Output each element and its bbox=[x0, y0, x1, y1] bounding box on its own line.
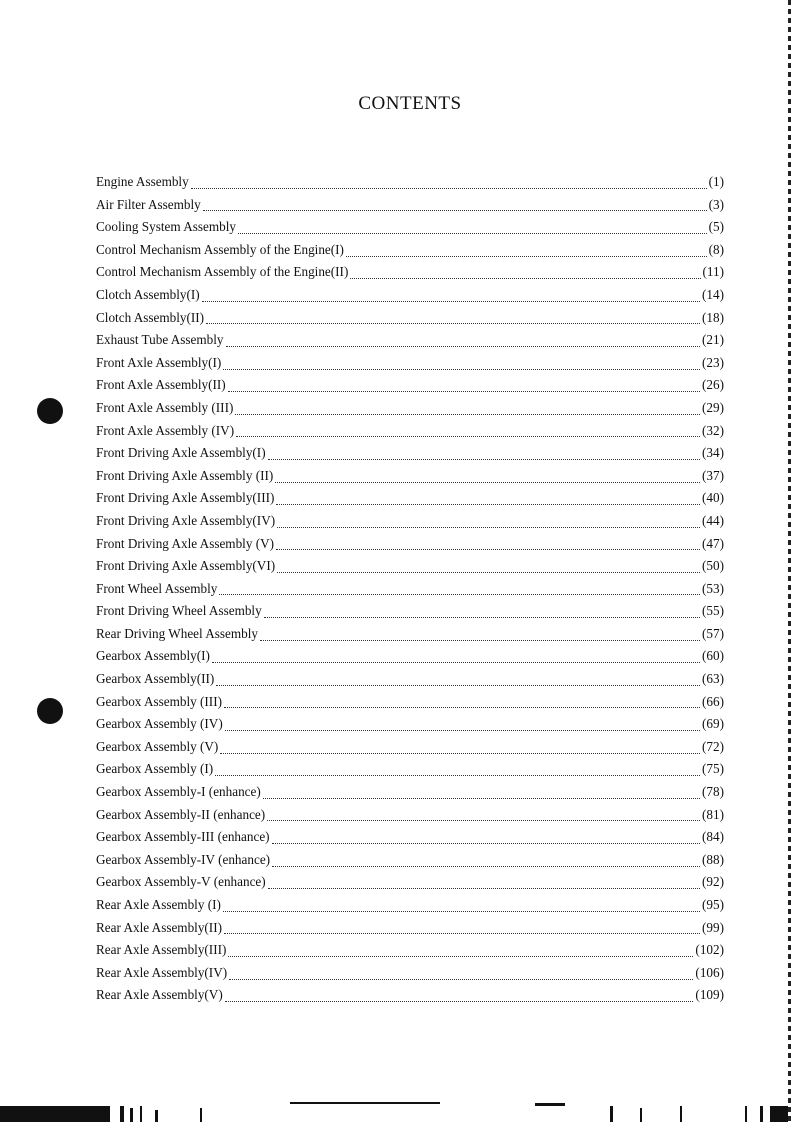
scan-mark bbox=[200, 1108, 202, 1122]
toc-entry bbox=[96, 626, 724, 649]
toc-entry-page: (55) bbox=[702, 603, 724, 619]
toc-entry-label: Front Driving Axle Assembly(VI) bbox=[96, 558, 276, 574]
toc-entry bbox=[96, 490, 724, 513]
toc-entry-label: Gearbox Assembly(I) bbox=[96, 648, 210, 664]
toc-entry bbox=[96, 536, 724, 559]
toc-entry-page: (102) bbox=[695, 942, 724, 958]
toc-entry bbox=[96, 694, 724, 717]
toc-entry-page: (26) bbox=[702, 377, 724, 393]
dot-leader bbox=[225, 730, 700, 731]
dot-leader bbox=[275, 482, 700, 483]
toc-entry-page: (50) bbox=[702, 558, 724, 574]
toc-entry bbox=[96, 784, 724, 807]
toc-entry bbox=[96, 897, 724, 920]
toc-entry-page: (34) bbox=[702, 445, 724, 461]
toc-entry-page: (63) bbox=[702, 671, 724, 687]
toc-entry bbox=[96, 874, 724, 897]
toc-entry-label: Front Axle Assembly (IV) bbox=[96, 422, 235, 438]
dot-leader bbox=[215, 775, 700, 776]
scan-mark bbox=[155, 1110, 158, 1122]
toc-entry bbox=[96, 197, 724, 220]
toc-entry-label: Front Axle Assembly (III) bbox=[96, 399, 234, 415]
scan-edge-right bbox=[788, 0, 791, 1122]
toc-entry bbox=[96, 671, 724, 694]
toc-entry-page: (37) bbox=[702, 467, 724, 483]
dot-leader bbox=[212, 662, 700, 663]
toc-entry-page: (1) bbox=[708, 174, 724, 189]
toc-entry-page: (99) bbox=[702, 919, 724, 935]
toc-entry bbox=[96, 761, 724, 784]
toc-entry-page: (66) bbox=[702, 693, 724, 709]
toc-entry-label: Cooling System Assembly bbox=[96, 219, 236, 235]
toc-entry bbox=[96, 174, 724, 197]
dot-leader bbox=[223, 369, 700, 370]
toc-entry-label: Rear Axle Assembly (I) bbox=[96, 897, 221, 912]
dot-leader bbox=[236, 436, 700, 437]
page-title: CONTENTS bbox=[358, 93, 462, 114]
toc-entry-label: Front Driving Axle Assembly(III) bbox=[96, 490, 275, 506]
toc-entry-page: (14) bbox=[702, 286, 724, 302]
toc-entry bbox=[96, 829, 724, 852]
toc-entry-label: Rear Axle Assembly(II) bbox=[96, 919, 222, 935]
toc-entry bbox=[96, 287, 724, 310]
toc-entry-label: Gearbox Assembly-II (enhance) bbox=[96, 806, 266, 822]
scan-mark bbox=[770, 1106, 788, 1122]
toc-entry-label: Rear Axle Assembly(V) bbox=[96, 987, 223, 1003]
dot-leader bbox=[203, 210, 707, 211]
toc-entry-page: (109) bbox=[695, 987, 724, 1003]
dot-leader bbox=[191, 188, 707, 189]
toc-entry-page: (18) bbox=[702, 309, 724, 325]
toc-entry bbox=[96, 219, 724, 242]
toc-entry-page: (23) bbox=[702, 354, 724, 370]
dot-leader bbox=[267, 820, 700, 821]
toc-entry bbox=[96, 468, 724, 491]
scan-mark bbox=[610, 1106, 613, 1122]
toc-entry-page: (21) bbox=[702, 332, 724, 348]
scan-mark bbox=[140, 1106, 142, 1122]
toc-entry bbox=[96, 987, 724, 1010]
toc-entry-label: Gearbox Assembly (IV) bbox=[96, 716, 223, 732]
toc-entry-page: (75) bbox=[702, 761, 724, 777]
toc-entry bbox=[96, 377, 724, 400]
toc-entry-label: Gearbox Assembly (V) bbox=[96, 738, 219, 754]
scan-mark bbox=[130, 1108, 133, 1122]
toc-entry bbox=[96, 648, 724, 671]
toc-entry-label: Front Driving Axle Assembly(I) bbox=[96, 445, 266, 461]
toc-entry-page: (57) bbox=[702, 625, 724, 641]
toc-entry-page: (47) bbox=[702, 535, 724, 551]
toc-entry-page: (44) bbox=[702, 512, 724, 528]
toc-entry-page: (95) bbox=[702, 897, 724, 912]
toc-entry bbox=[96, 445, 724, 468]
dot-leader bbox=[277, 527, 700, 528]
toc-entry bbox=[96, 942, 724, 965]
toc-entry-label: Rear Driving Wheel Assembly bbox=[96, 625, 259, 641]
toc-entry-label: Control Mechanism Assembly of the Engine(I) bbox=[96, 241, 344, 257]
toc-entry-label: Front Driving Wheel Assembly bbox=[96, 603, 262, 619]
dot-leader bbox=[224, 707, 700, 708]
dot-leader bbox=[220, 753, 700, 754]
toc-entry-page: (29) bbox=[702, 399, 724, 415]
dot-leader bbox=[238, 233, 707, 234]
dot-leader bbox=[276, 504, 700, 505]
toc-entry-page: (40) bbox=[702, 490, 724, 506]
toc-entry bbox=[96, 400, 724, 423]
scan-mark bbox=[290, 1102, 440, 1104]
toc-entry-label: Gearbox Assembly (III) bbox=[96, 693, 222, 709]
toc-entry-page: (3) bbox=[708, 196, 724, 212]
toc-entry-page: (92) bbox=[702, 874, 724, 890]
scan-mark bbox=[680, 1106, 682, 1122]
toc-entry bbox=[96, 739, 724, 762]
toc-entry-label: Front Driving Axle Assembly(IV) bbox=[96, 512, 276, 528]
toc-entry bbox=[96, 581, 724, 604]
dot-leader bbox=[216, 685, 700, 686]
toc-entry-page: (8) bbox=[708, 241, 724, 257]
dot-leader bbox=[346, 256, 707, 257]
toc-entry-page: (32) bbox=[702, 422, 724, 438]
dot-leader bbox=[202, 301, 700, 302]
dot-leader bbox=[235, 414, 700, 415]
dot-leader bbox=[219, 594, 700, 595]
toc-entry-page: (72) bbox=[702, 738, 724, 754]
toc-entry bbox=[96, 310, 724, 333]
toc-entry bbox=[96, 513, 724, 536]
dot-leader bbox=[260, 640, 700, 641]
toc-entry-page: (78) bbox=[702, 784, 724, 800]
toc-entry-label: Engine Assembly bbox=[96, 174, 189, 189]
toc-entry bbox=[96, 355, 724, 378]
toc-entry-page: (106) bbox=[695, 964, 724, 980]
toc-entry-label: Front Axle Assembly(I) bbox=[96, 354, 222, 370]
dot-leader bbox=[226, 346, 701, 347]
toc-entry bbox=[96, 807, 724, 830]
toc-entry-label: Clotch Assembly(II) bbox=[96, 309, 205, 325]
dot-leader bbox=[264, 617, 700, 618]
dot-leader bbox=[225, 1001, 694, 1002]
dot-leader bbox=[229, 979, 693, 980]
toc-entry-label: Front Driving Axle Assembly (V) bbox=[96, 535, 275, 551]
dot-leader bbox=[268, 888, 700, 889]
toc-entry-label: Clotch Assembly(I) bbox=[96, 286, 200, 302]
dot-leader bbox=[228, 391, 700, 392]
toc-entry bbox=[96, 716, 724, 739]
toc-entry-label: Gearbox Assembly(II) bbox=[96, 671, 215, 687]
scan-mark bbox=[640, 1108, 642, 1122]
dot-leader bbox=[268, 459, 700, 460]
toc-entry-label: Rear Axle Assembly(III) bbox=[96, 942, 227, 958]
dot-leader bbox=[228, 956, 693, 957]
toc-entry-label: Control Mechanism Assembly of the Engine(II) bbox=[96, 264, 349, 280]
dot-leader bbox=[276, 549, 700, 550]
toc-entry-label: Gearbox Assembly-V (enhance) bbox=[96, 874, 266, 890]
scan-mark bbox=[120, 1106, 124, 1122]
toc-entry-label: Gearbox Assembly-III (enhance) bbox=[96, 829, 270, 845]
toc-entry-label: Gearbox Assembly-I (enhance) bbox=[96, 784, 261, 800]
dot-leader bbox=[272, 866, 700, 867]
punch-hole-lower bbox=[37, 698, 63, 724]
toc-entry-label: Air Filter Assembly bbox=[96, 196, 201, 212]
dot-leader bbox=[263, 798, 700, 799]
toc-entry bbox=[96, 558, 724, 581]
toc-entry bbox=[96, 603, 724, 626]
toc-entry-label: Front Wheel Assembly bbox=[96, 580, 218, 596]
toc-entry-page: (11) bbox=[702, 264, 724, 280]
dot-leader bbox=[272, 843, 700, 844]
toc-entry-page: (84) bbox=[702, 829, 724, 845]
scan-edge-bottom bbox=[0, 1106, 110, 1122]
toc-entry-label: Front Axle Assembly(II) bbox=[96, 377, 226, 393]
punch-hole-upper bbox=[37, 398, 63, 424]
toc-entry bbox=[96, 965, 724, 988]
toc-entry-page: (5) bbox=[708, 219, 724, 235]
dot-leader bbox=[223, 911, 700, 912]
toc-entry-label: Rear Axle Assembly(IV) bbox=[96, 964, 228, 980]
toc-entry-label: Gearbox Assembly-IV (enhance) bbox=[96, 851, 271, 867]
toc-entry-page: (60) bbox=[702, 648, 724, 664]
toc-entry-page: (69) bbox=[702, 716, 724, 732]
toc-entry bbox=[96, 264, 724, 287]
toc-entry-page: (53) bbox=[702, 580, 724, 596]
dot-leader bbox=[224, 933, 700, 934]
toc-entry bbox=[96, 852, 724, 875]
toc-entry-label: Front Driving Axle Assembly (II) bbox=[96, 467, 274, 483]
toc-entry bbox=[96, 242, 724, 265]
dot-leader bbox=[277, 572, 700, 573]
scan-mark bbox=[760, 1106, 763, 1122]
table-of-contents bbox=[96, 174, 724, 1010]
dot-leader bbox=[350, 278, 700, 279]
toc-entry-page: (88) bbox=[702, 851, 724, 867]
scan-mark bbox=[745, 1106, 747, 1122]
toc-entry bbox=[96, 920, 724, 943]
toc-entry-page: (81) bbox=[702, 806, 724, 822]
toc-entry bbox=[96, 332, 724, 355]
dot-leader bbox=[206, 323, 700, 324]
toc-entry bbox=[96, 423, 724, 446]
toc-entry-label: Exhaust Tube Assembly bbox=[96, 332, 224, 348]
toc-entry-label: Gearbox Assembly (I) bbox=[96, 761, 214, 777]
scan-mark bbox=[535, 1103, 565, 1106]
